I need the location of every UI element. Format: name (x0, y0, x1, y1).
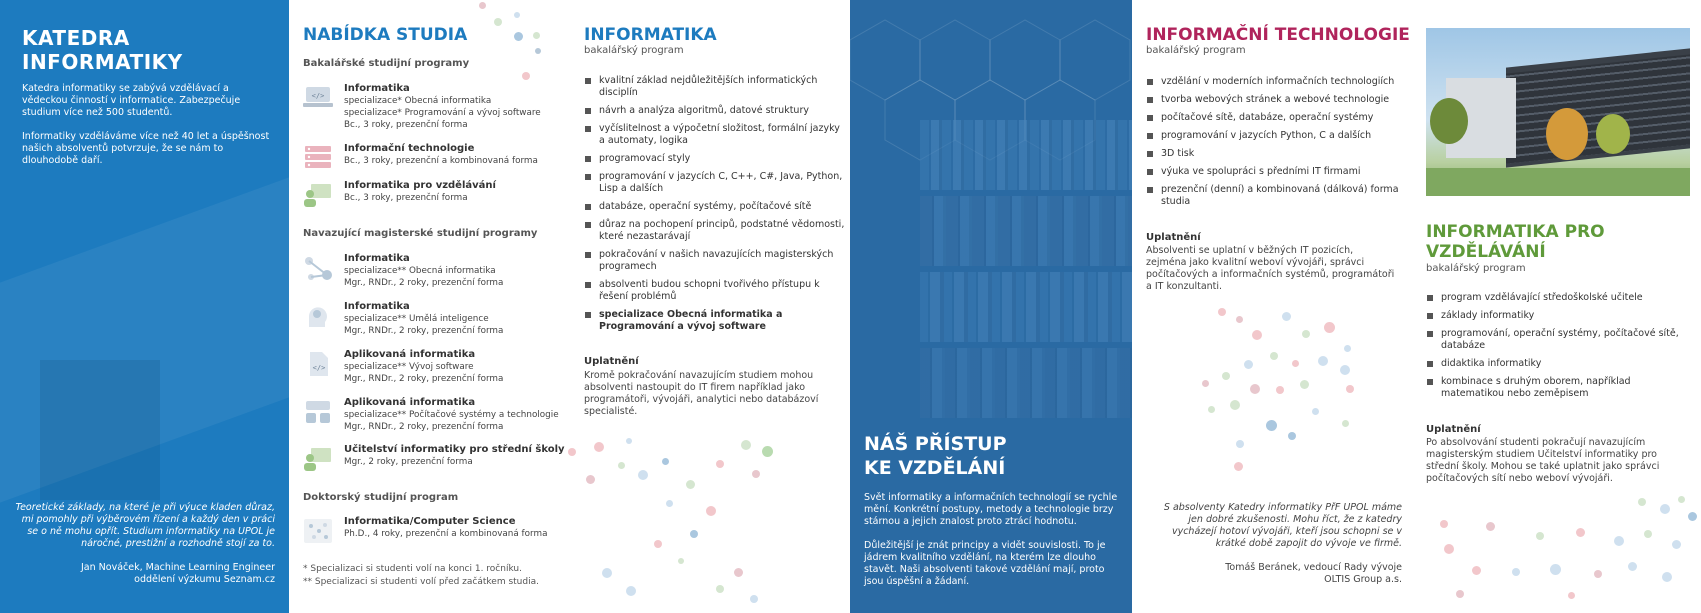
program-line: Ph.D., 4 roky, prezenční a kombinovaná forma (344, 529, 548, 539)
author-name: Jan Nováček, Machine Learning Engineer (81, 562, 275, 573)
decor-dot (678, 558, 684, 564)
program-line: specializace** Počítačové systémy a technologie (344, 410, 559, 420)
network-icon (303, 255, 333, 281)
decor-dot (626, 586, 636, 596)
code-file-icon (303, 351, 333, 377)
program-title: Informatika (344, 253, 410, 264)
program-heading-line-2: VZDĚLÁVÁNÍ (1426, 242, 1546, 262)
bachelor-heading: Bakalářské studijní programy (303, 58, 470, 69)
program-item (303, 83, 563, 131)
decor-dot (654, 540, 662, 548)
decor-dot (535, 48, 541, 54)
panel-katedra (0, 0, 289, 613)
program-heading (1426, 222, 1605, 262)
decor-dot (1576, 528, 1585, 537)
approach-paragraph-1: Svět informatiky a informačních technologií se rychle mění. Konkrétní postupy, metody a technologie brzy stárnou a jejich znalost proto ztrácí hodnotu. (864, 492, 1118, 527)
program-line: Bc., 3 roky, prezenční forma (344, 120, 468, 130)
feature-item: výuka ve spolupráci s předními IT firmami (1146, 166, 1408, 178)
decor-dot (618, 462, 625, 469)
decor-dot (522, 72, 530, 80)
server-icon (303, 145, 333, 171)
program-line: specializace** Umělá inteligence (344, 314, 489, 324)
decor-dot (533, 32, 540, 39)
decor-dot (638, 470, 648, 480)
decor-dot (1270, 352, 1278, 360)
footnote-1: * Specializaci si studenti volí na konci 1. ročníku. (303, 564, 522, 574)
decor-dot (494, 18, 502, 26)
laptop-code-icon (303, 85, 333, 111)
program-line: Bc., 3 roky, prezenční forma (344, 193, 468, 203)
title-line-1: KATEDRA (22, 26, 130, 50)
doctoral-heading: Doktorský studijní program (303, 492, 459, 503)
feature-item: 3D tisk (1146, 148, 1408, 160)
decor-dot (1202, 380, 1209, 387)
decor-dot (716, 585, 724, 593)
decor-dot (514, 32, 523, 41)
feature-item: počítačové sítě, databáze, operační systémy (1146, 112, 1408, 124)
decor-dot (1550, 564, 1561, 575)
program-line: Mgr., 2 roky, prezenční forma (344, 457, 473, 467)
program-title: Aplikovaná informatika (344, 397, 476, 408)
bookshelf-row (920, 120, 1132, 190)
teacher-icon (303, 182, 333, 208)
feature-item: prezenční (denní) a kombinovaná (dálková) forma studia (1146, 184, 1408, 208)
background-figure (40, 360, 160, 500)
testimonial-quote: S absolventy Katedry informatiky PřF UPOL máme jen dobré zkušenosti. Mohu říct, že z katedry vycházejí hotoví vývojáři, kteří jsou schopni se v krátké době zapojit do vývoje ve firmě. (1163, 502, 1402, 549)
decor-dot (1638, 498, 1646, 506)
tree-left (1430, 98, 1468, 144)
footnote-2: ** Specializaci si studenti volí před začátkem studia. (303, 577, 539, 587)
program-title: Informatika (344, 83, 410, 94)
decor-dot (1344, 345, 1351, 352)
data-points-icon (303, 518, 333, 544)
panel-nas-pristup (850, 0, 1132, 613)
feature-item: programovací styly (584, 153, 846, 165)
author-name: Tomáš Beránek, vedoucí Rady vývoje (1225, 562, 1402, 573)
building-photo (1426, 28, 1690, 196)
panel-informatika-pro-vzdelavani (1416, 0, 1701, 613)
decor-dot (1340, 365, 1350, 375)
testimonial-quote: Teoretické základy, na které je při výuce kladen důraz, mi pomohly při výběrovém řízení a každý den v práci se o ně mohu opřít. Studium informatiky na UPOL je náročné, prestižní a rozhodně stojí za to. (15, 502, 275, 549)
program-title: Informatika (344, 301, 410, 312)
decor-dot (752, 470, 760, 478)
testimonial-author (10, 562, 275, 586)
decor-dot (1342, 420, 1349, 427)
decor-dot (1536, 532, 1544, 540)
decor-dot (1614, 536, 1624, 546)
decor-dot (586, 475, 595, 484)
ai-head-icon (303, 303, 333, 329)
bookshelf-row (920, 272, 1132, 342)
section-title: NABÍDKA STUDIA (303, 25, 468, 45)
decor-dot (1300, 380, 1309, 389)
decor-dot (1568, 592, 1575, 599)
decor-dot (1678, 496, 1685, 503)
hardware-icon (303, 399, 333, 425)
approach-title-line-1: NÁŠ PŘÍSTUP (864, 433, 1007, 455)
decor-dot (762, 446, 773, 457)
program-line: Mgr., RNDr., 2 roky, prezenční forma (344, 422, 504, 432)
approach-title (864, 432, 1007, 480)
program-heading: INFORMAČNÍ TECHNOLOGIE (1146, 25, 1410, 45)
teacher-icon (303, 446, 333, 472)
feature-item: kvalitní základ nejdůležitějších informatických disciplín (584, 75, 846, 99)
feature-item: tvorba webových stránek a webové technologie (1146, 94, 1408, 106)
feature-item: specializace Obecná informatika a Programování a vývoj software (584, 309, 846, 333)
feature-item: programování v jazycích Python, C a dalších (1146, 130, 1408, 142)
decor-dot (1660, 504, 1670, 514)
decor-dot (1312, 408, 1319, 415)
decor-dot (1594, 570, 1602, 578)
feature-item: program vzdělávající středoškolské učitele (1426, 292, 1692, 304)
decor-dot (734, 568, 743, 577)
decor-dot (1244, 360, 1253, 369)
program-title: Informační technologie (344, 143, 475, 154)
program-item (303, 349, 563, 397)
career-heading: Uplatnění (584, 356, 639, 367)
decor-dot (479, 2, 486, 9)
program-features-list (1426, 292, 1692, 406)
program-line: Mgr., RNDr., 2 roky, prezenční forma (344, 374, 504, 384)
decor-dot (1288, 432, 1296, 440)
decor-dot (666, 500, 673, 507)
program-heading: INFORMATIKA (584, 25, 717, 45)
decor-dot (1512, 568, 1520, 576)
decor-dot (1346, 385, 1354, 393)
decor-dot (1324, 322, 1335, 333)
testimonial-author (1152, 562, 1402, 586)
decor-dot (1318, 356, 1328, 366)
author-employer: OLTIS Group a.s. (1324, 574, 1402, 585)
panel-nabidka-studia (289, 0, 566, 613)
career-heading: Uplatnění (1426, 424, 1481, 435)
program-line: Mgr., RNDr., 2 roky, prezenční forma (344, 326, 504, 336)
decor-dot (1644, 530, 1652, 538)
decor-dot (690, 530, 698, 538)
decor-dot (1282, 312, 1291, 321)
feature-item: vzdělání v moderních informačních technologiích (1146, 76, 1408, 88)
decor-dot (1472, 566, 1481, 575)
feature-item: databáze, operační systémy, počítačové sítě (584, 201, 846, 213)
decor-dot (1208, 406, 1215, 413)
intro-paragraph-2: Informatiky vzděláváme více než 40 let a úspěšnost našich absolventů potvrzuje, že se nám to dlouhodobě daří. (22, 131, 270, 166)
decor-dot (602, 568, 612, 578)
decor-dot (1688, 512, 1697, 521)
decor-dot (1486, 522, 1495, 531)
feature-item: kombinace s druhým oborem, například matematikou nebo zeměpisem (1426, 376, 1692, 400)
tree-autumn (1546, 108, 1588, 160)
feature-item: pokračování v našich navazujících magisterských programech (584, 249, 846, 273)
svg-text:</>: </> (311, 92, 325, 100)
decor-dot (1302, 330, 1310, 338)
program-subtitle: bakalářský program (584, 45, 684, 56)
program-heading-line-1: INFORMATIKA PRO (1426, 222, 1605, 242)
decor-dot (1222, 372, 1230, 380)
decor-dot (686, 480, 695, 489)
feature-item: programování, operační systémy, počítačové sítě, databáze (1426, 328, 1692, 352)
program-line: specializace** Vývoj software (344, 362, 474, 372)
decor-dot (1236, 316, 1243, 323)
decor-dot (594, 442, 604, 452)
panel-informacni-technologie (1132, 0, 1416, 613)
program-subtitle: bakalářský program (1146, 45, 1246, 56)
tree-right (1596, 114, 1630, 154)
decor-dot (1440, 520, 1448, 528)
intro-text (22, 83, 277, 179)
program-line: Bc., 3 roky, prezenční a kombinovaná forma (344, 156, 538, 166)
program-title: Učitelství informatiky pro střední školy (344, 444, 565, 455)
decor-dot (1218, 308, 1226, 316)
program-title: Informatika/Computer Science (344, 516, 516, 527)
program-line: specializace** Obecná informatika (344, 266, 496, 276)
bookshelf-row (920, 196, 1132, 266)
program-title: Informatika pro vzdělávání (344, 180, 496, 191)
feature-item: důraz na pochopení principů, podstatné vědomosti, které nezastarávají (584, 219, 846, 243)
author-employer: oddělení výzkumu Seznam.cz (134, 574, 275, 585)
approach-text (864, 492, 1124, 600)
decor-dot (1236, 440, 1244, 448)
program-features-list (584, 75, 846, 339)
program-features-list (1146, 76, 1408, 214)
decor-dot (1250, 384, 1260, 394)
decor-dot (1276, 386, 1284, 394)
master-heading: Navazující magisterské studijní programy (303, 228, 538, 239)
program-line: specializace* Programování a vývoj software (344, 108, 541, 118)
decor-dot (1292, 360, 1299, 367)
page-title (22, 26, 183, 74)
decor-dot (1266, 420, 1277, 431)
intro-paragraph-1: Katedra informatiky se zabývá vzdělávací a vědeckou činností v informatice. Zabezpečuje studium více než 500 studentů. (22, 83, 241, 118)
program-line: specializace* Obecná informatika (344, 96, 492, 106)
program-item (303, 180, 563, 228)
program-item (303, 516, 563, 564)
decor-dot (568, 448, 576, 456)
program-item (303, 301, 563, 349)
program-line: Mgr., RNDr., 2 roky, prezenční forma (344, 278, 504, 288)
panel-informatika (566, 0, 850, 613)
decor-dot (741, 440, 751, 450)
feature-item: návrh a analýza algoritmů, datové struktury (584, 105, 846, 117)
decor-dot (706, 506, 716, 516)
career-text: Po absolvování studenti pokračují navazujícím magisterským studiem Učitelství informatiky pro střední školy. Mohou se také uplatnit jako správci počítačových sítí nebo weboví vývojáři. (1426, 437, 1660, 484)
decor-dot (1628, 562, 1637, 571)
decor-dot (716, 460, 724, 468)
decor-dot (514, 12, 520, 18)
decor-dot (1672, 540, 1681, 549)
title-line-2: INFORMATIKY (22, 50, 183, 74)
lawn (1426, 168, 1690, 196)
approach-paragraph-2: Důležitější je znát principy a vidět souvislosti. To je jádrem kvalitního vzdělání, na kterém lze dlouho stavět. Naši absolventi takové vzdělání mají, proto jsou úspěšní a žádaní. (864, 540, 1106, 587)
decor-dot (1662, 572, 1672, 582)
career-text: Kromě pokračování navazujícím studiem mohou absolventi nastoupit do IT firem například jako programátoři, vývojáři, analytici nebo databázoví specialisté. (584, 370, 819, 417)
feature-item: základy informatiky (1426, 310, 1692, 322)
program-item (303, 253, 563, 301)
decor-dot (1230, 400, 1240, 410)
career-heading: Uplatnění (1146, 232, 1201, 243)
career-text: Absolventi se uplatní v běžných IT pozicích, zejména jako kvalitní weboví vývojáři, správci počítačových a informačních systémů, programátoři a IT konzultanti. (1146, 245, 1395, 292)
program-title: Aplikovaná informatika (344, 349, 476, 360)
decor-dot (750, 595, 758, 603)
approach-title-line-2: KE VZDĚLÁNÍ (864, 457, 1006, 479)
decor-dot (1456, 590, 1464, 598)
feature-item: vyčíslitelnost a výpočetní složitost, formální jazyky a automaty, logika (584, 123, 846, 147)
decor-dot (1252, 330, 1262, 340)
decor-dot (662, 458, 669, 465)
decor-dot (1444, 544, 1454, 554)
feature-item: programování v jazycích C, C++, C#, Java, Python, Lisp a dalších (584, 171, 846, 195)
decor-dot (1234, 462, 1243, 471)
program-item (303, 444, 563, 492)
program-item (303, 397, 563, 445)
decor-dot (626, 438, 632, 444)
feature-item: absolventi budou schopni tvořivého přístupu k řešení problémů (584, 279, 846, 303)
svg-text:</>: </> (312, 364, 326, 372)
feature-item: didaktika informatiky (1426, 358, 1692, 370)
bookshelf-row (920, 348, 1132, 418)
program-subtitle: bakalářský program (1426, 263, 1526, 274)
